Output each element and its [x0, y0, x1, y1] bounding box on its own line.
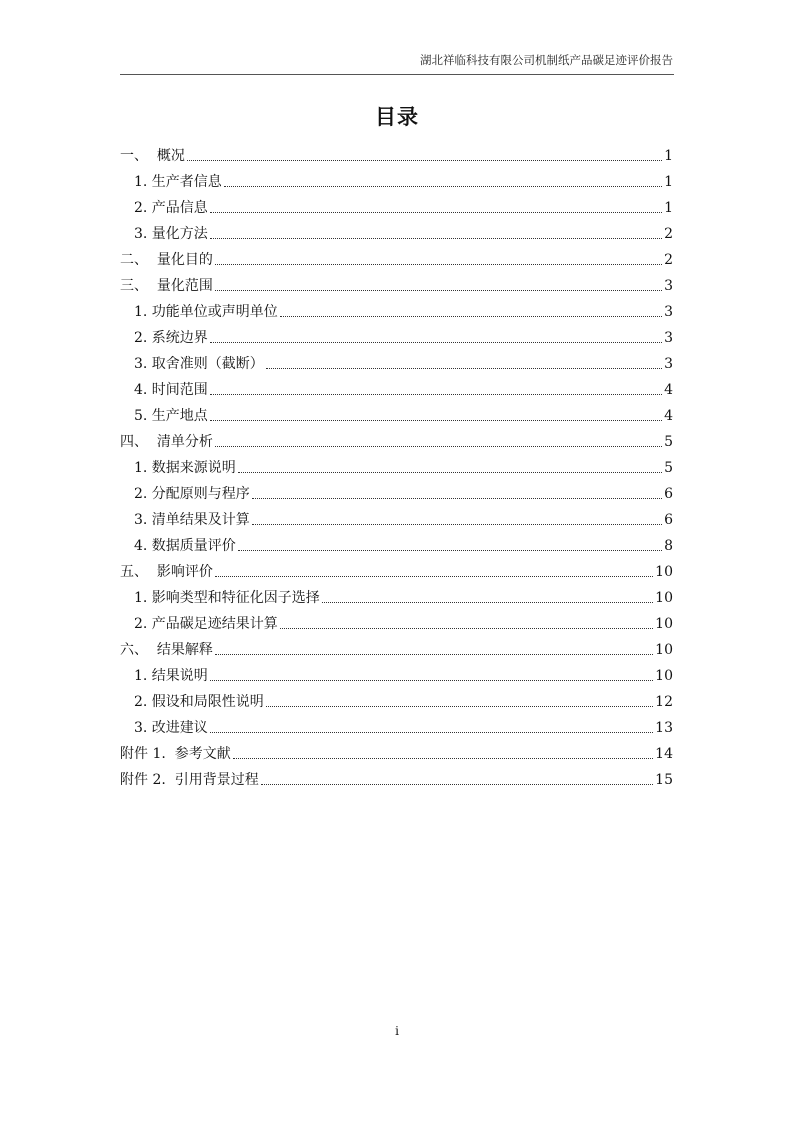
toc-entry-label: 1. 功能单位或声明单位 — [134, 304, 278, 320]
toc-dot-leader — [187, 160, 662, 161]
toc-entry[interactable] — [120, 660, 673, 686]
page-number: i — [395, 1024, 399, 1038]
header-divider — [120, 74, 674, 75]
toc-entry[interactable] — [120, 738, 673, 764]
toc-entry[interactable] — [120, 270, 673, 296]
toc-dot-leader — [215, 654, 653, 655]
toc-entry-page: 15 — [655, 772, 673, 788]
toc-entry-label: 5. 生产地点 — [134, 408, 208, 424]
toc-entry-page: 3 — [664, 356, 673, 372]
toc-dot-leader — [210, 212, 662, 213]
toc-dot-leader — [215, 576, 653, 577]
toc-dot-leader — [252, 498, 662, 499]
toc-entry-page: 10 — [655, 590, 673, 606]
toc-dot-leader — [210, 342, 662, 343]
toc-dot-leader — [233, 758, 653, 759]
toc-entry-page: 4 — [664, 408, 673, 424]
toc-entry-page: 3 — [664, 330, 673, 346]
toc-entry-page: 3 — [664, 304, 673, 320]
toc-entry-label: 2. 分配原则与程序 — [134, 486, 250, 502]
toc-dot-leader — [280, 628, 653, 629]
toc-dot-leader — [210, 680, 653, 681]
toc-entry[interactable] — [120, 192, 673, 218]
toc-entry-label: 2. 假设和局限性说明 — [134, 694, 264, 710]
toc-entry-label: 五、 影响评价 — [120, 564, 213, 580]
toc-entry[interactable] — [120, 218, 673, 244]
toc-entry-label: 二、 量化目的 — [120, 252, 213, 268]
toc-entry[interactable] — [120, 322, 673, 348]
toc-entry-page: 2 — [664, 252, 673, 268]
toc-entry-page: 6 — [664, 512, 673, 528]
toc-entry-label: 2. 产品信息 — [134, 200, 208, 216]
toc-dot-leader — [215, 446, 662, 447]
toc-entry[interactable] — [120, 556, 673, 582]
toc-dot-leader — [224, 186, 662, 187]
toc-entry-label: 1. 结果说明 — [134, 668, 208, 684]
toc-entry-page: 10 — [655, 616, 673, 632]
page-title: 目录 — [375, 105, 419, 129]
toc-entry-label: 1. 生产者信息 — [134, 174, 222, 190]
toc-entry[interactable] — [120, 166, 673, 192]
toc-entry-label: 1. 影响类型和特征化因子选择 — [134, 590, 320, 606]
toc-entry-label: 3. 清单结果及计算 — [134, 512, 250, 528]
toc-entry-page: 4 — [664, 382, 673, 398]
toc-dot-leader — [210, 732, 653, 733]
toc-dot-leader — [322, 602, 653, 603]
toc-entry-label: 1. 数据来源说明 — [134, 460, 236, 476]
toc-entry[interactable] — [120, 244, 673, 270]
toc-entry[interactable] — [120, 712, 673, 738]
table-of-contents — [120, 140, 673, 790]
toc-dot-leader — [261, 784, 653, 785]
toc-entry-page: 10 — [655, 642, 673, 658]
toc-entry-page: 8 — [664, 538, 673, 554]
toc-entry-page: 3 — [664, 278, 673, 294]
running-header: 湖北祥临科技有限公司机制纸产品碳足迹评价报告 — [420, 53, 673, 67]
toc-dot-leader — [238, 472, 662, 473]
toc-dot-leader — [210, 238, 662, 239]
toc-entry[interactable] — [120, 530, 673, 556]
toc-entry[interactable] — [120, 374, 673, 400]
toc-entry-page: 5 — [664, 460, 673, 476]
toc-entry-page: 13 — [655, 720, 673, 736]
toc-entry[interactable] — [120, 634, 673, 660]
toc-dot-leader — [210, 394, 662, 395]
toc-entry[interactable] — [120, 296, 673, 322]
toc-entry-label: 4. 时间范围 — [134, 382, 208, 398]
toc-entry-label: 3. 量化方法 — [134, 226, 208, 242]
toc-entry-page: 2 — [664, 226, 673, 242]
toc-entry-page: 6 — [664, 486, 673, 502]
toc-dot-leader — [210, 420, 662, 421]
toc-entry-page: 1 — [664, 148, 673, 164]
toc-entry-label: 3. 改进建议 — [134, 720, 208, 736]
toc-dot-leader — [252, 524, 662, 525]
toc-entry[interactable] — [120, 348, 673, 374]
toc-entry-page: 10 — [655, 564, 673, 580]
toc-dot-leader — [280, 316, 662, 317]
toc-entry[interactable] — [120, 764, 673, 790]
toc-entry[interactable] — [120, 478, 673, 504]
toc-entry-page: 10 — [655, 668, 673, 684]
toc-entry[interactable] — [120, 426, 673, 452]
toc-entry[interactable] — [120, 686, 673, 712]
toc-dot-leader — [266, 368, 662, 369]
toc-dot-leader — [266, 706, 653, 707]
toc-dot-leader — [238, 550, 662, 551]
toc-entry[interactable] — [120, 400, 673, 426]
toc-entry[interactable] — [120, 582, 673, 608]
toc-entry[interactable] — [120, 140, 673, 166]
toc-entry-label: 一、 概况 — [120, 148, 185, 164]
toc-entry-page: 1 — [664, 174, 673, 190]
toc-entry-label: 2. 系统边界 — [134, 330, 208, 346]
toc-entry-label: 三、 量化范围 — [120, 278, 213, 294]
toc-entry[interactable] — [120, 608, 673, 634]
toc-entry-label: 2. 产品碳足迹结果计算 — [134, 616, 278, 632]
toc-dot-leader — [215, 264, 662, 265]
toc-entry-label: 4. 数据质量评价 — [134, 538, 236, 554]
toc-entry-page: 1 — [664, 200, 673, 216]
toc-entry-label: 四、 清单分析 — [120, 434, 213, 450]
toc-entry[interactable] — [120, 504, 673, 530]
toc-entry-label: 附件 1. 参考文献 — [120, 746, 231, 762]
toc-entry-label: 六、 结果解释 — [120, 642, 213, 658]
toc-entry[interactable] — [120, 452, 673, 478]
toc-entry-label: 3. 取舍准则（截断） — [134, 356, 264, 372]
toc-entry-page: 12 — [655, 694, 673, 710]
toc-dot-leader — [215, 290, 662, 291]
toc-entry-label: 附件 2. 引用背景过程 — [120, 772, 259, 788]
toc-entry-page: 14 — [655, 746, 673, 762]
toc-entry-page: 5 — [664, 434, 673, 450]
